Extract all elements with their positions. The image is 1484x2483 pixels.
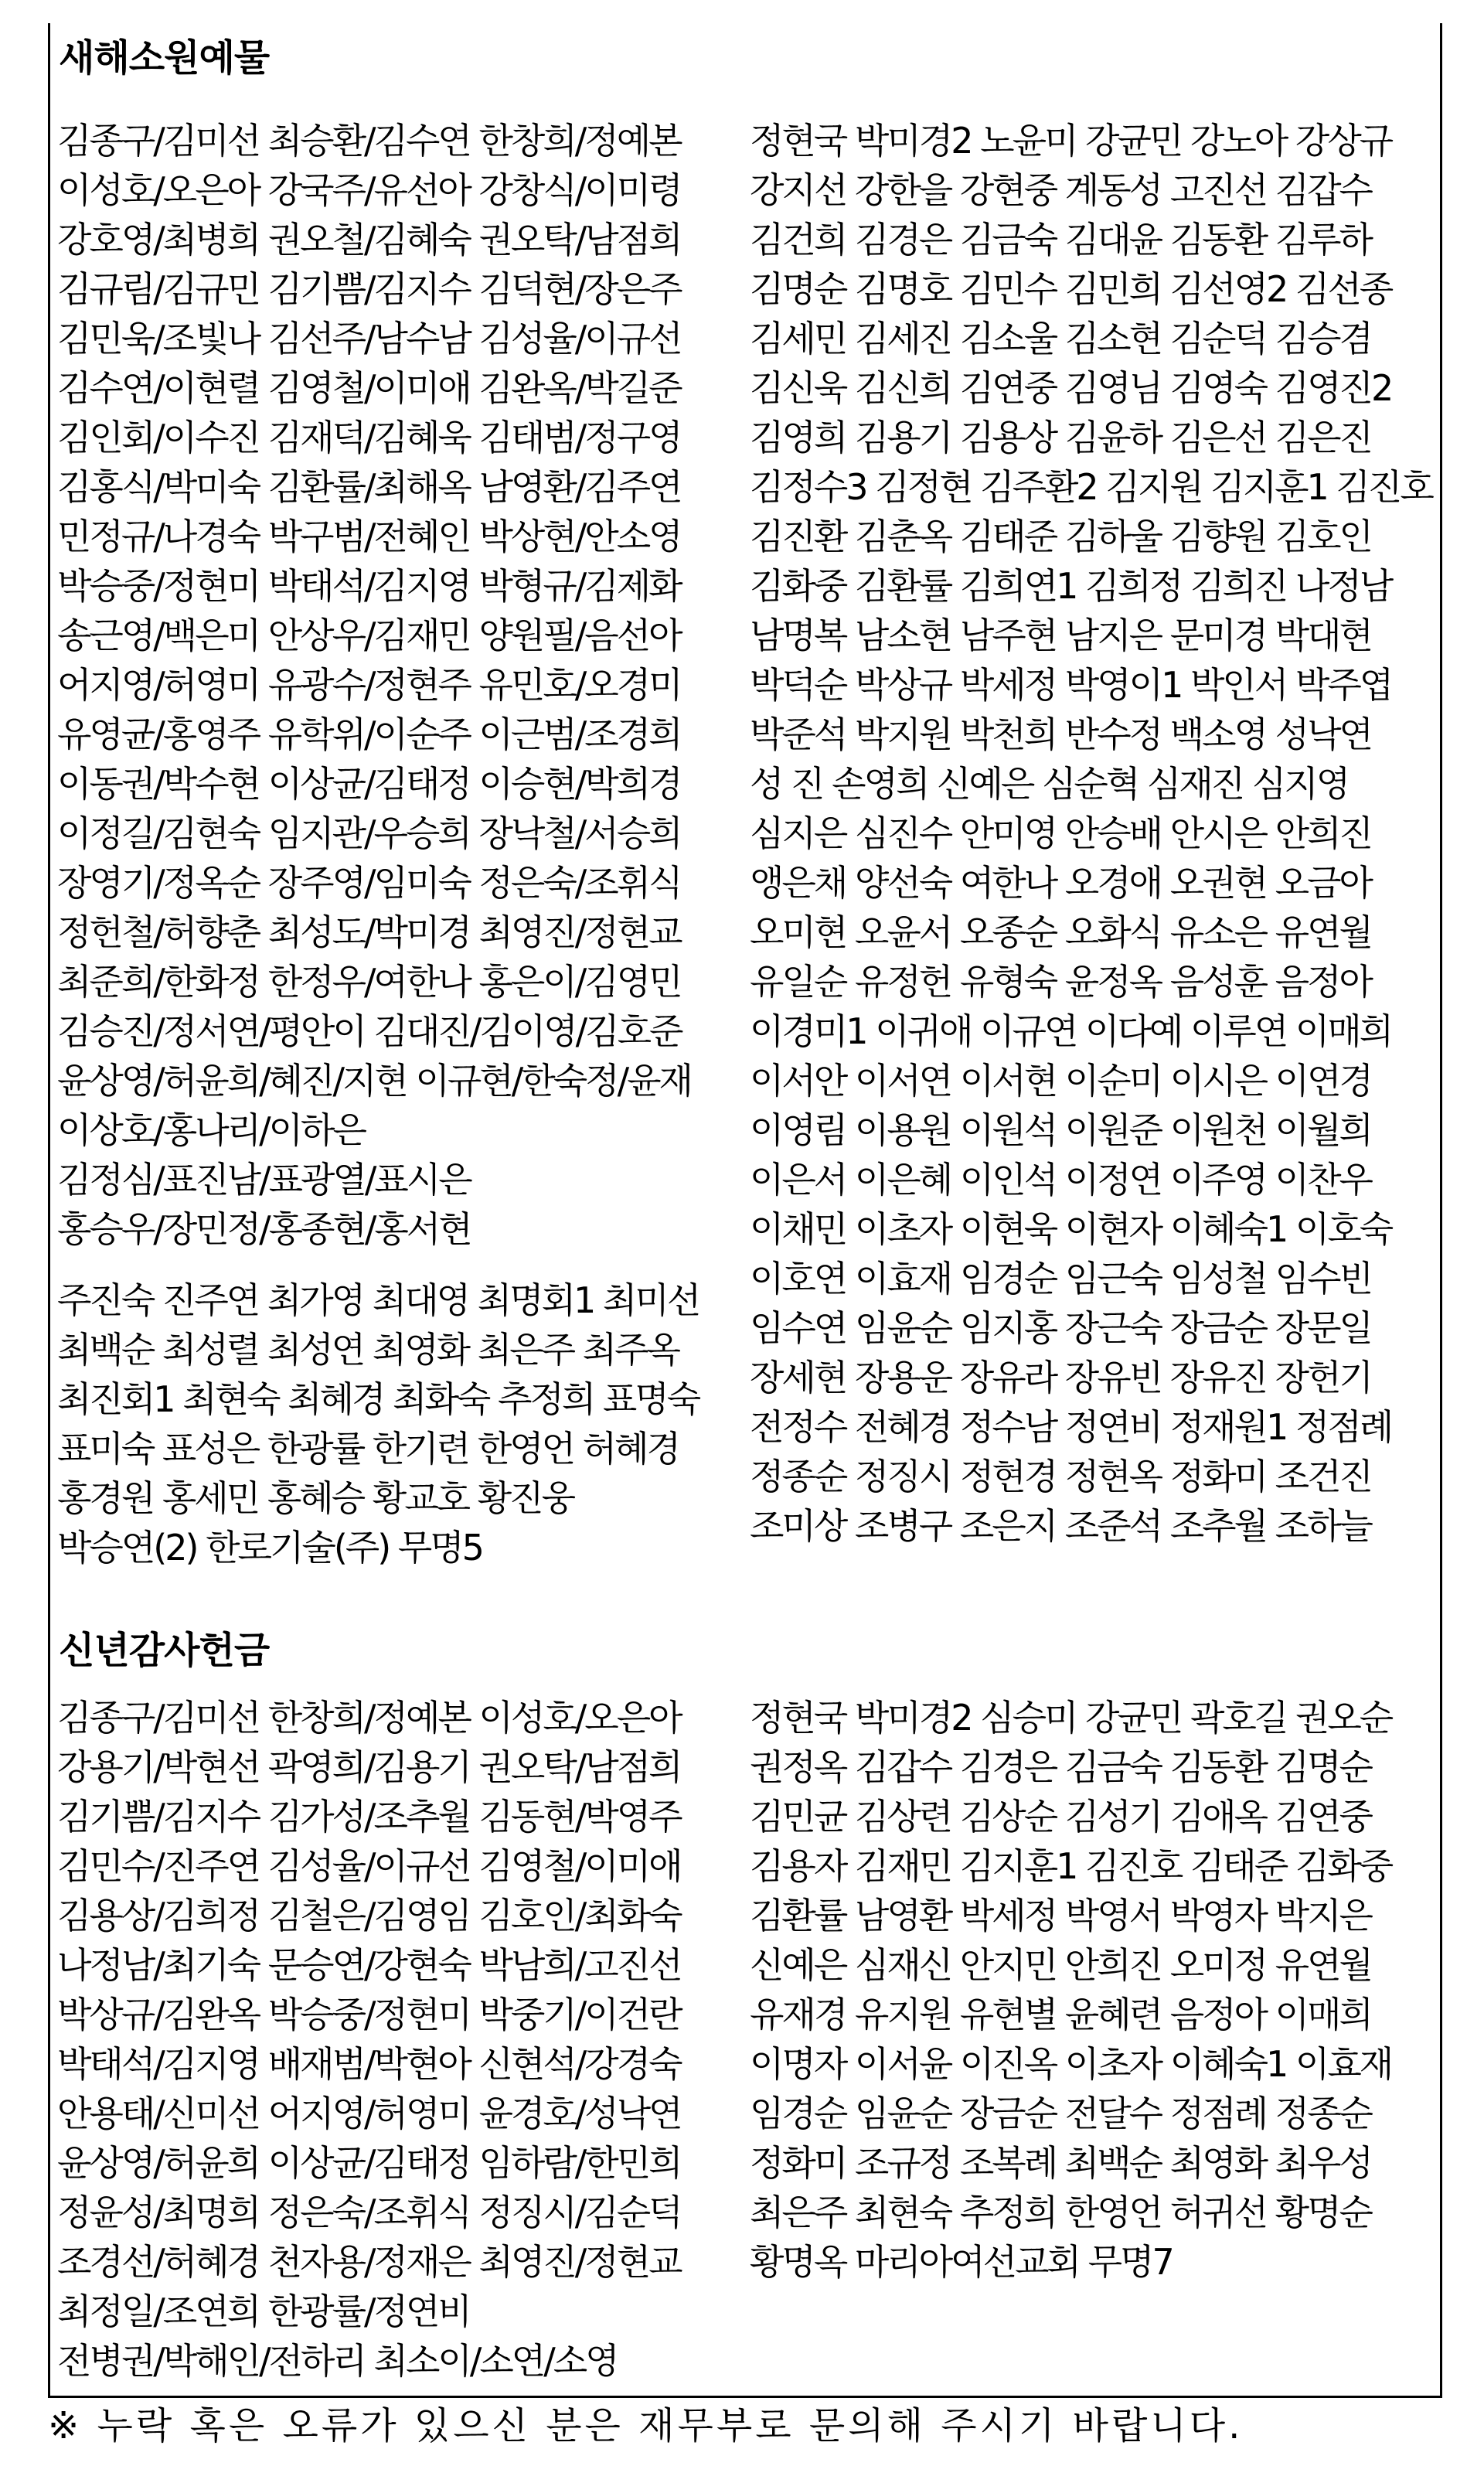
donor-line: 김건희 김경은 김금숙 김대윤 김동환 김루하 xyxy=(750,219,1371,261)
donor-line: 박준석 박지원 박천희 반수정 백소영 성낙연 xyxy=(750,714,1371,755)
donor-line: 이경미1 이귀애 이규연 이다예 이루연 이매희 xyxy=(750,1010,1392,1052)
section-title: 새해소원예물 xyxy=(59,36,270,80)
donor-line: 김종구/김미선 한창희/정예본 이성호/오은아 xyxy=(57,1697,681,1739)
donor-line: 김신욱 김신희 김연중 김영님 김영숙 김영진2 xyxy=(750,367,1392,409)
donor-line: 윤상영/허윤희 이상균/김태정 임하람/한민희 xyxy=(57,2142,681,2184)
donor-line: 박덕순 박상규 박세정 박영이1 박인서 박주엽 xyxy=(750,664,1392,706)
donor-line: 오미현 오윤서 오종순 오화식 유소은 유연월 xyxy=(750,911,1371,953)
donor-line: 김규림/김규민 김기쁨/김지수 김덕현/장은주 xyxy=(57,268,681,310)
donor-line: 표미숙 표성은 한광률 한기련 한영언 허혜경 xyxy=(57,1428,679,1470)
donor-line: 강지선 강한을 강현중 계동성 고진선 김갑수 xyxy=(750,169,1371,211)
donor-line: 박상규/김완옥 박승중/정현미 박중기/이건란 xyxy=(57,1994,681,2035)
section-title: 신년감사헌금 xyxy=(59,1629,270,1672)
donor-line: 송근영/백은미 안상우/김재민 양원필/음선아 xyxy=(57,615,681,656)
donor-line: 김진환 김춘옥 김태준 김하울 김향원 김호인 xyxy=(750,516,1371,557)
donor-line: 전병권/박해인/전하리 최소이/소연/소영 xyxy=(57,2340,618,2382)
donor-line: 이영림 이용원 이원석 이원준 이원천 이월희 xyxy=(750,1109,1371,1151)
donor-line: 이은서 이은혜 이인석 이정연 이주영 이찬우 xyxy=(750,1159,1371,1201)
donor-line: 전정수 전혜경 정수남 정연비 정재원1 정점례 xyxy=(750,1406,1392,1448)
donor-line: 김수연/이현렬 김영철/이미애 김완옥/박길준 xyxy=(57,367,681,409)
donor-line: 최준희/한화정 한정우/여한나 홍은이/김영민 xyxy=(57,961,681,1003)
donor-line: 김화중 김환률 김희연1 김희정 김희진 나정남 xyxy=(750,565,1392,607)
donor-line: 김종구/김미선 최승환/김수연 한창희/정예본 xyxy=(57,120,681,162)
donor-line: 나정남/최기숙 문승연/강현숙 박남희/고진선 xyxy=(57,1944,681,1986)
donor-list-right xyxy=(750,116,1438,1551)
donor-line: 박승연(2) 한로기술(주) 무명5 xyxy=(57,1527,482,1568)
footnote: ※ 누락 혹은 오류가 있으신 분은 재무부로 문의해 주시기 바랍니다. xyxy=(48,2404,1244,2447)
donor-line: 김세민 김세진 김소울 김소현 김순덕 김승겸 xyxy=(750,318,1371,359)
donor-line: 장세현 장용운 장유라 장유빈 장유진 장헌기 xyxy=(750,1357,1371,1398)
donor-line: 박승중/정현미 박태석/김지영 박형규/김제화 xyxy=(57,565,681,607)
donor-line: 성 진 손영희 신예은 심순혁 심재진 심지영 xyxy=(750,763,1349,805)
donor-line: 김환률 남영환 박세정 박영서 박영자 박지은 xyxy=(750,1895,1371,1936)
donor-line: 최은주 최현숙 추정희 한영언 허귀선 황명순 xyxy=(750,2192,1371,2233)
donor-line: 정화미 조규정 조복례 최백순 최영화 최우성 xyxy=(750,2142,1371,2184)
donor-line: 이명자 이서윤 이진옥 이초자 이혜숙1 이효재 xyxy=(750,2043,1392,2085)
donor-line: 안용태/신미선 어지영/허영미 윤경호/성낙연 xyxy=(57,2093,681,2134)
donor-line: 정윤성/최명희 정은숙/조휘식 정징시/김순덕 xyxy=(57,2192,681,2233)
donor-line: 어지영/허영미 유광수/정현주 유민호/오경미 xyxy=(57,664,681,706)
donor-line: 이상호/홍나리/이하은 xyxy=(57,1109,365,1151)
donor-line: 황명옥 마리아여선교회 무명7 xyxy=(750,2241,1173,2283)
donor-line: 심지은 심진수 안미영 안승배 안시은 안희진 xyxy=(750,812,1371,854)
donor-line: 이채민 이초자 이현욱 이현자 이혜숙1 이호숙 xyxy=(750,1208,1392,1250)
donor-line: 강용기/박현선 곽영희/김용기 권오탁/남점희 xyxy=(57,1746,681,1788)
donor-line: 유일순 유정헌 유형숙 윤정옥 음성훈 음정아 xyxy=(750,961,1371,1003)
donor-line: 주진숙 진주연 최가영 최대영 최명회1 최미선 xyxy=(57,1279,699,1321)
donor-line: 이정길/김현숙 임지관/우승희 장낙철/서승희 xyxy=(57,812,681,854)
donor-line: 권정옥 김갑수 김경은 김금숙 김동환 김명순 xyxy=(750,1746,1371,1788)
donor-line: 김승진/정서연/평안이 김대진/김이영/김호준 xyxy=(57,1010,682,1052)
donor-line: 유영균/홍영주 유학위/이순주 이근범/조경희 xyxy=(57,714,681,755)
donor-line: 강호영/최병희 권오철/김혜숙 권오탁/남점희 xyxy=(57,219,681,261)
donor-line: 정종순 정징시 정현경 정현옥 정화미 조건진 xyxy=(750,1456,1371,1497)
donor-line: 정현국 박미경2 노윤미 강균민 강노아 강상규 xyxy=(750,120,1392,162)
donor-line: 정헌철/허향춘 최성도/박미경 최영진/정현교 xyxy=(57,911,681,953)
donor-line: 임경순 임윤순 장금순 전달수 정점례 정종순 xyxy=(750,2093,1371,2134)
donor-line: 앵은채 양선숙 여한나 오경애 오권현 오금아 xyxy=(750,862,1371,904)
donor-line: 윤상영/허윤희/혜진/지현 이규현/한숙정/윤재 xyxy=(57,1060,691,1102)
donor-line: 김민균 김상련 김상순 김성기 김애옥 김연중 xyxy=(750,1796,1371,1838)
donor-line: 조경선/허혜경 천자용/정재은 최영진/정현교 xyxy=(57,2241,681,2283)
donor-list-left xyxy=(57,1693,737,2386)
block-spacer xyxy=(57,1254,737,1276)
donor-line: 김인회/이수진 김재덕/김혜욱 김태범/정구영 xyxy=(57,417,681,458)
donor-line: 정현국 박미경2 심승미 강균민 곽호길 권오순 xyxy=(750,1697,1392,1739)
donor-line: 장영기/정옥순 장주영/임미숙 정은숙/조휘식 xyxy=(57,862,681,904)
donor-line: 홍경원 홍세민 홍혜승 황교호 황진웅 xyxy=(57,1477,574,1519)
donor-line: 김홍식/박미숙 김환률/최해옥 남영환/김주연 xyxy=(57,466,681,508)
donor-line: 이동권/박수현 이상균/김태정 이승현/박희경 xyxy=(57,763,681,805)
donor-line: 김정수3 김정현 김주환2 김지원 김지훈1 김진호 xyxy=(750,466,1432,508)
donor-line: 홍승우/장민정/홍종현/홍서현 xyxy=(57,1208,471,1250)
donor-line: 이성호/오은아 강국주/유선아 강창식/이미령 xyxy=(57,169,681,211)
donor-line: 박태석/김지영 배재범/박현아 신현석/강경숙 xyxy=(57,2043,681,2085)
donor-line: 남명복 남소현 남주현 남지은 문미경 박대현 xyxy=(750,615,1371,656)
donor-line: 김용자 김재민 김지훈1 김진호 김태준 김화중 xyxy=(750,1845,1392,1887)
donor-line: 김기쁨/김지수 김가성/조추월 김동현/박영주 xyxy=(57,1796,681,1838)
donor-line: 김정심/표진남/표광열/표시은 xyxy=(57,1159,471,1201)
donor-line: 최정일/조연희 한광률/정연비 xyxy=(57,2291,470,2332)
donor-list-right xyxy=(750,1693,1438,2287)
donor-line: 김용상/김희정 김철은/김영임 김호인/최화숙 xyxy=(57,1895,681,1936)
donor-line: 김민욱/조빛나 김선주/남수남 김성율/이규선 xyxy=(57,318,681,359)
donor-line: 신예은 심재신 안지민 안희진 오미정 유연월 xyxy=(750,1944,1371,1986)
donor-line: 최진회1 최현숙 최혜경 최화숙 추정희 표명숙 xyxy=(57,1378,699,1420)
donor-line: 김영희 김용기 김용상 김윤하 김은선 김은진 xyxy=(750,417,1371,458)
donor-line: 유재경 유지원 유현별 윤혜련 음정아 이매희 xyxy=(750,1994,1371,2035)
donor-list-left xyxy=(57,116,737,1572)
donor-line: 이호연 이효재 임경순 임근숙 임성철 임수빈 xyxy=(750,1258,1371,1299)
donor-line: 최백순 최성렬 최성연 최영화 최은주 최주옥 xyxy=(57,1329,679,1371)
donor-line: 임수연 임윤순 임지홍 장근숙 장금순 장문일 xyxy=(750,1307,1371,1349)
donor-line: 이서안 이서연 이서현 이순미 이시은 이연경 xyxy=(750,1060,1371,1102)
donor-line: 김민수/진주연 김성율/이규선 김영철/이미애 xyxy=(57,1845,681,1887)
donor-line: 민정규/나경숙 박구범/전혜인 박상현/안소영 xyxy=(57,516,681,557)
donor-line: 김명순 김명호 김민수 김민희 김선영2 김선종 xyxy=(750,268,1392,310)
donor-line: 조미상 조병구 조은지 조준석 조추월 조하늘 xyxy=(750,1505,1371,1547)
